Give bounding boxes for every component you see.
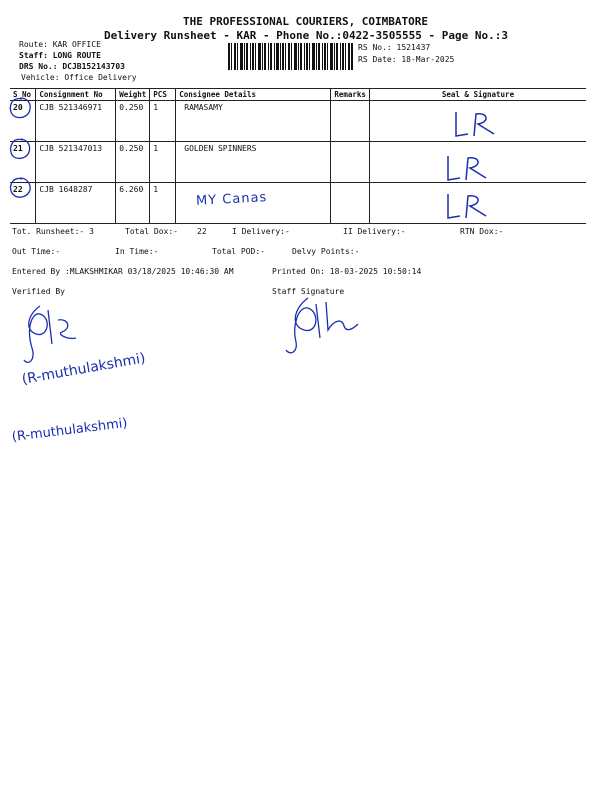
cell-consignee: RAMASAMY [176,101,331,142]
handwritten-consignee: MY Canas [195,190,268,209]
cell-pcs: 1 [150,142,176,183]
printed-on: Printed On: 18-03-2025 10:50:14 [272,267,422,276]
sno-circle-20 [8,96,32,120]
col-header-sno: S No [10,89,36,101]
cell-pcs: 1 [150,183,176,224]
seal-mark-row2 [442,152,494,184]
col-header-remarks: Remarks [331,89,370,101]
seal-mark-row3 [442,190,494,222]
cell-pcs: 1 [150,101,176,142]
seal-mark-row1 [450,108,502,140]
total-pod: Total POD:- [212,247,265,256]
sno-circle-21 [8,137,32,161]
entered-by: Entered By :MLAKSHMIKAR 03/18/2025 10:46:30 AM [12,267,234,276]
vehicle-label: Vehicle: Office Delivery [21,73,137,82]
barcode-graphic [228,43,353,70]
cell-weight: 0.250 [116,142,150,183]
col-header-consignee: Consignee Details [176,89,331,101]
table-header-row [10,89,586,101]
cell-sno: 21 [10,142,36,183]
delvy-points: Delvy Points:- [292,247,360,256]
cell-weight: 0.250 [116,101,150,142]
company-title: THE PROFESSIONAL COURIERS, COIMBATORE [183,15,429,28]
col-header-consignment: Consignment No [36,89,116,101]
handwritten-note-2: (R-muthulakshmi) [11,415,129,445]
sheet-title: Delivery Runsheet - KAR - Phone No.:0422-3505555 - Page No.:3 [104,29,508,42]
drs-number: DRS No.: DCJB152143703 [19,62,125,71]
staff-label: Staff: LONG ROUTE [19,51,101,60]
cell-weight: 6.260 [116,183,150,224]
barcode-image [228,43,353,70]
total-dox-value: 22 [197,227,207,236]
cell-remarks [331,142,370,183]
handwritten-note-1: (R-muthulakshmi) [20,350,147,388]
col-header-seal: Seal & Signature [369,89,586,101]
cell-consignment: CJB 1648287 [36,183,116,224]
route-label: Route: KAR OFFICE [19,40,101,49]
staff-signature-label: Staff Signature [272,287,345,296]
total-dox-label: Total Dox:- [125,227,178,236]
col-header-weight: Weight [116,89,150,101]
cell-sno: 22 [10,183,36,224]
cell-sno: 20 [10,101,36,142]
sno-circle-22 [8,176,32,200]
col-header-pcs: PCS [150,89,176,101]
staff-signature [282,290,362,360]
tot-runsheet: Tot. Runsheet:- 3 [12,227,94,236]
rs-number: RS No.: 1521437 [358,43,431,52]
rtn-dox: RTN Dox:- [460,227,504,236]
cell-consignee: GOLDEN SPINNERS [176,142,331,183]
cell-remarks [331,101,370,142]
cell-consignment: CJB 521347013 [36,142,116,183]
verifier-signature [18,300,84,370]
verified-by-label: Verified By [12,287,65,296]
table-row [10,183,586,224]
cell-remarks [331,183,370,224]
table-row [10,142,586,183]
i-delivery: I Delivery:- [232,227,290,236]
cell-consignment: CJB 521346971 [36,101,116,142]
in-time: In Time:- [115,247,159,256]
ii-delivery: II Delivery:- [343,227,406,236]
rs-date: RS Date: 18-Mar-2025 [358,55,455,64]
out-time: Out Time:- [12,247,61,256]
